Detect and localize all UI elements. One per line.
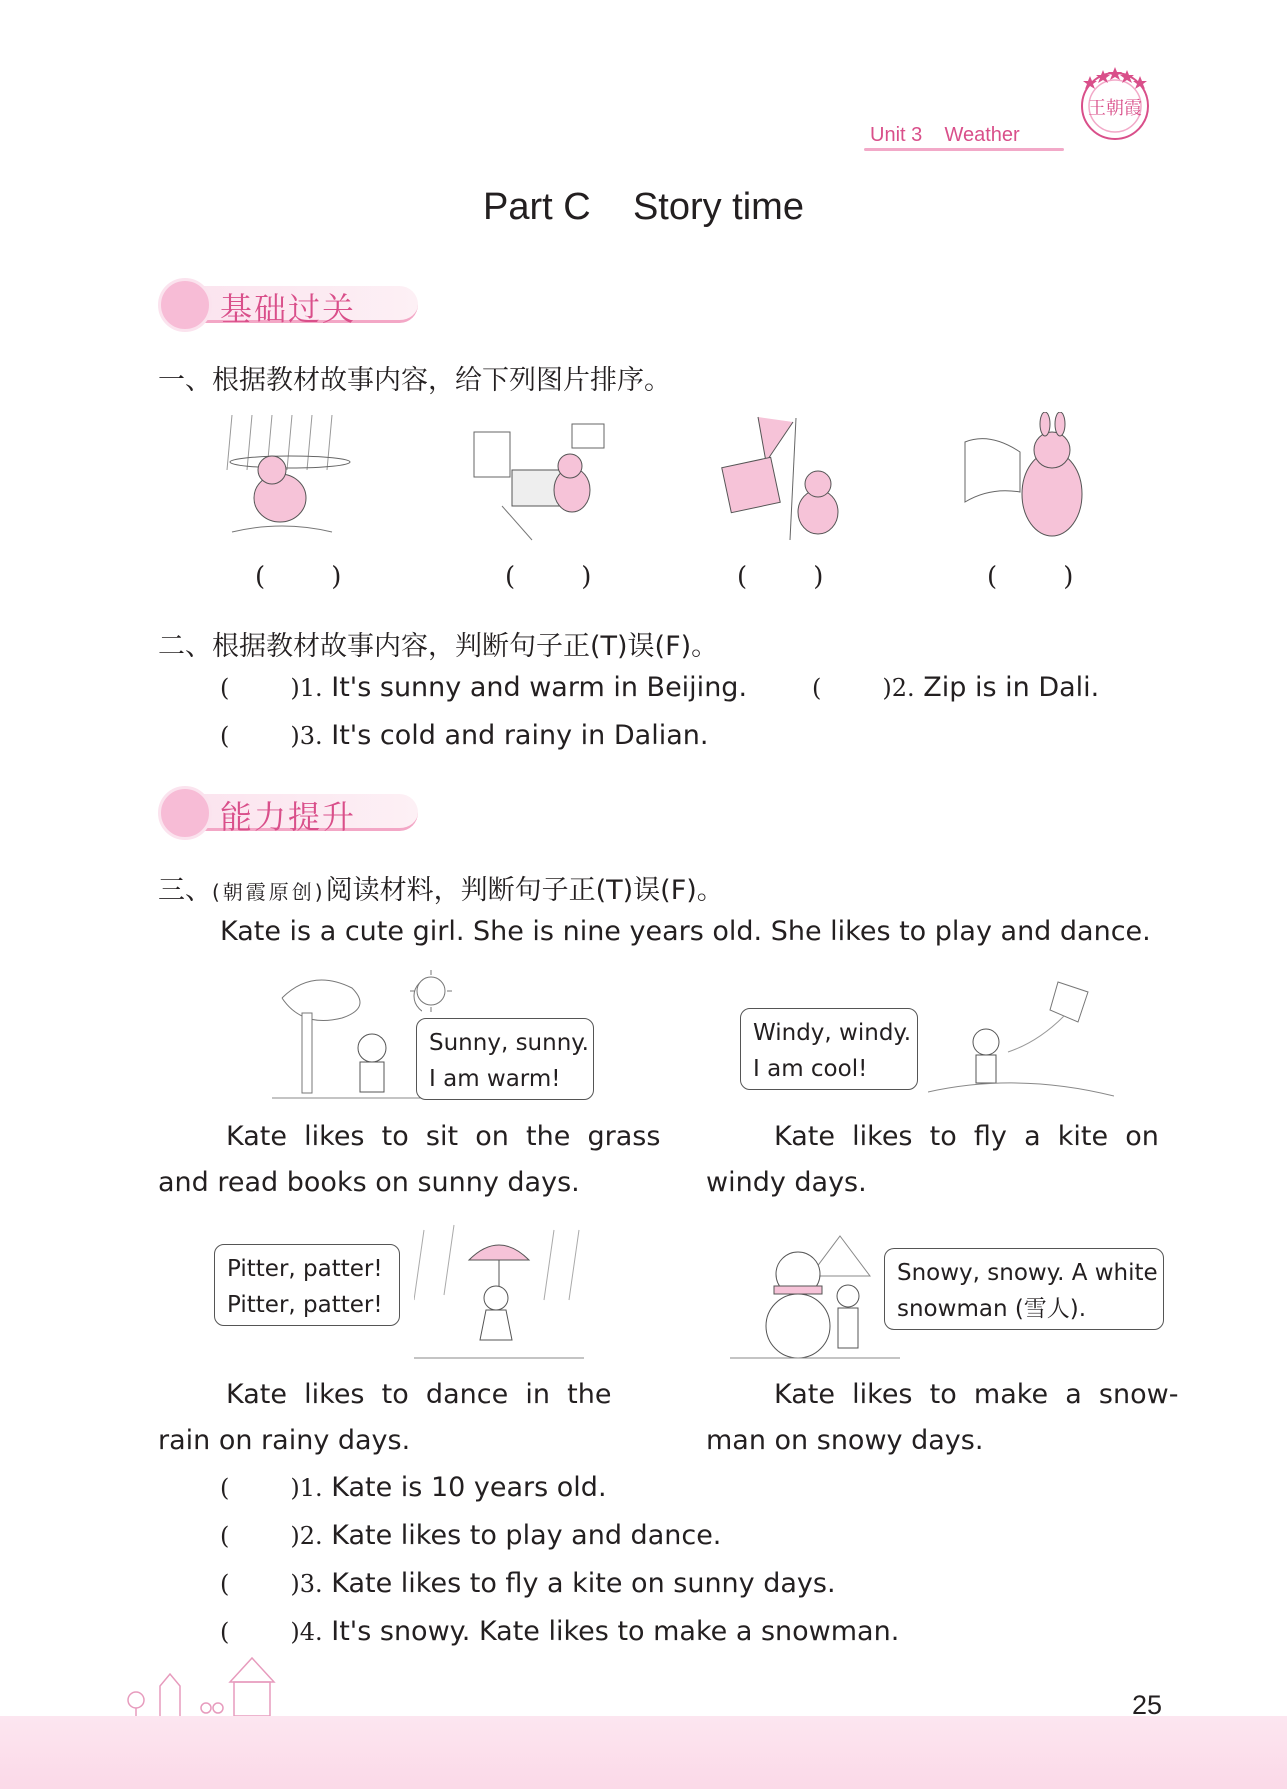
- q2-item-1: ( )1. It's sunny and warm in Beijing.: [220, 672, 748, 703]
- story-picture-suitcase: [718, 412, 850, 542]
- caption-rainy: Kate likes to dance in the rain on rainy days.: [158, 1379, 612, 1456]
- question-2-title: 二、根据教材故事内容，判断句子正(T)误(F)。: [158, 631, 719, 662]
- question-3-title: 三、(朝霞原创)阅读材料，判断句子正(T)误(F)。: [158, 875, 724, 906]
- caption-windy: Kate likes to fly a kite on windy days.: [706, 1121, 1159, 1198]
- speech-bubble-windy: Windy, windy. I am cool!: [740, 1008, 918, 1090]
- speech-bubble-snowy: Snowy, snowy. A white snowman (雪人).: [884, 1248, 1164, 1330]
- publisher-logo: [1076, 64, 1154, 142]
- section-banner-advanced: [158, 786, 408, 836]
- header-rule: [864, 148, 1064, 151]
- q3-item-2: ( )2. Kate likes to play and dance.: [220, 1520, 722, 1551]
- page-title: Part C Story time: [483, 186, 804, 228]
- speech-bubble-sunny: Sunny, sunny. I am warm!: [416, 1018, 594, 1100]
- section-banner-label: 基础过关: [220, 290, 357, 328]
- q3-item-3: ( )3. Kate likes to fly a kite on sunny days.: [220, 1568, 836, 1599]
- svg-text:王朝霞: 王朝霞: [1088, 98, 1142, 119]
- story-picture-computer: [472, 420, 612, 545]
- mascot-icon: [158, 786, 212, 840]
- illustration-rainy: [414, 1220, 584, 1368]
- story-picture-rain: [222, 410, 358, 540]
- answer-blank[interactable]: ( )3.: [220, 1570, 323, 1598]
- footer-band: [0, 1716, 1287, 1789]
- answer-blank-2[interactable]: ( ): [505, 562, 592, 592]
- answer-blank[interactable]: ( )1.: [220, 674, 323, 702]
- caption-snowy: Kate likes to make a snow- man on snowy days.: [706, 1379, 1179, 1456]
- header-unit-label: Unit 3 Weather: [870, 124, 1020, 146]
- q3-item-4: ( )4. It's snowy. Kate likes to make a snowman.: [220, 1616, 900, 1647]
- answer-blank-1[interactable]: ( ): [255, 562, 342, 592]
- answer-blank-4[interactable]: ( ): [987, 562, 1074, 592]
- reading-intro: Kate is a cute girl. She is nine years old. She likes to play and dance.: [220, 916, 1151, 947]
- caption-sunny: Kate likes to sit on the grass and read books on sunny days.: [158, 1121, 661, 1198]
- story-picture-bear: [960, 412, 1090, 542]
- illustration-sunny: [272, 968, 422, 1108]
- speech-bubble-rainy: Pitter, patter! Pitter, patter!: [214, 1244, 400, 1326]
- mascot-icon: [158, 278, 212, 332]
- q3-item-1: ( )1. Kate is 10 years old.: [220, 1472, 607, 1503]
- answer-blank[interactable]: ( )1.: [220, 1474, 323, 1502]
- answer-blank[interactable]: ( )4.: [220, 1618, 323, 1646]
- illustration-snowy: [730, 1226, 900, 1366]
- section-banner-label: 能力提升: [220, 798, 357, 836]
- answer-blank[interactable]: ( )2.: [812, 674, 915, 702]
- answer-blank[interactable]: ( )3.: [220, 722, 323, 750]
- q2-item-2: ( )2. Zip is in Dali.: [812, 672, 1100, 703]
- section-banner-basic: [158, 278, 408, 328]
- answer-blank-3[interactable]: ( ): [737, 562, 824, 592]
- page-number: 25: [1132, 1690, 1163, 1720]
- sun-icon: [410, 970, 452, 1012]
- q2-item-3: ( )3. It's cold and rainy in Dalian.: [220, 720, 709, 751]
- answer-blank[interactable]: ( )2.: [220, 1522, 323, 1550]
- footer-decoration-icon: [124, 1652, 304, 1716]
- question-1-title: 一、根据教材故事内容，给下列图片排序。: [158, 365, 671, 396]
- illustration-windy: [928, 972, 1114, 1108]
